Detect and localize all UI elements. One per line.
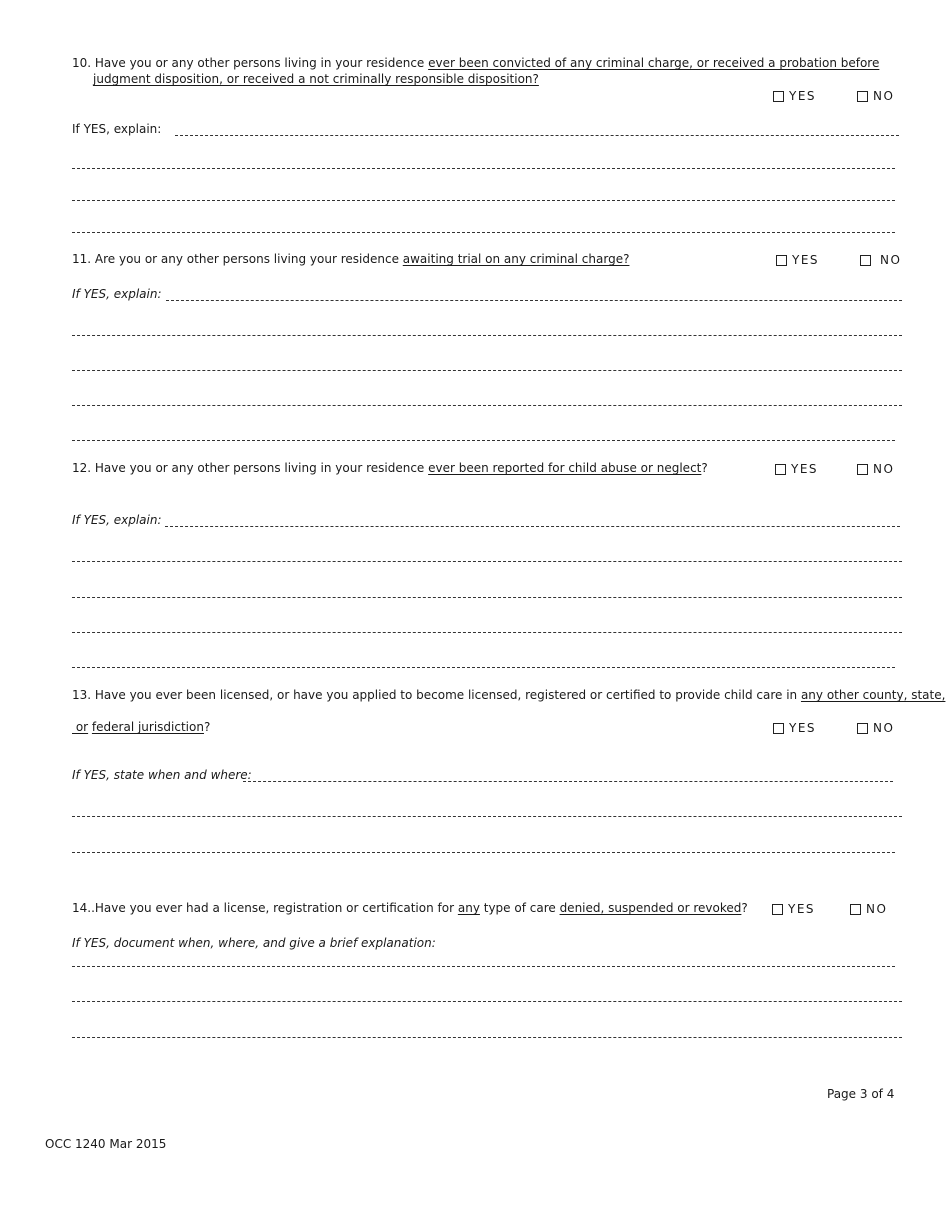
q13-explain-label: If YES, state when and where: bbox=[72, 768, 252, 782]
q10-yes-checkbox[interactable]: YES bbox=[773, 89, 816, 103]
q13-text-line2: or federal jurisdiction? bbox=[72, 720, 211, 734]
q13-text-line1: 13. Have you ever been licensed, or have you applied to become licensed, registered or certified to provide child care in any other county, state, bbox=[72, 688, 946, 702]
q10-no-checkbox[interactable]: NO bbox=[857, 89, 894, 103]
page-number: Page 3 of 4 bbox=[827, 1087, 895, 1101]
q14-no-checkbox[interactable]: NO bbox=[850, 902, 887, 916]
q13-answer-line-3[interactable] bbox=[72, 852, 895, 853]
checkbox-icon[interactable] bbox=[857, 91, 868, 102]
q13-answer-line-1[interactable] bbox=[243, 781, 893, 782]
checkbox-icon[interactable] bbox=[773, 723, 784, 734]
q13-yes-checkbox[interactable]: YES bbox=[773, 721, 816, 735]
checkbox-icon[interactable] bbox=[860, 255, 871, 266]
q10-answer-line-2[interactable] bbox=[72, 168, 895, 169]
q12-answer-line-3[interactable] bbox=[72, 597, 902, 598]
q12-answer-line-2[interactable] bbox=[72, 561, 902, 562]
q11-answer-line-1[interactable] bbox=[166, 300, 902, 301]
q11-no-checkbox[interactable]: NO bbox=[860, 253, 901, 267]
q11-explain-label: If YES, explain: bbox=[72, 287, 162, 301]
checkbox-icon[interactable] bbox=[773, 91, 784, 102]
checkbox-icon[interactable] bbox=[772, 904, 783, 915]
q11-answer-line-4[interactable] bbox=[72, 405, 902, 406]
checkbox-icon[interactable] bbox=[850, 904, 861, 915]
checkbox-icon[interactable] bbox=[776, 255, 787, 266]
q14-answer-line-1[interactable] bbox=[72, 966, 895, 967]
q13-no-checkbox[interactable]: NO bbox=[857, 721, 894, 735]
q11-answer-line-2[interactable] bbox=[72, 335, 902, 336]
q12-no-checkbox[interactable]: NO bbox=[857, 462, 894, 476]
q14-answer-line-3[interactable] bbox=[72, 1037, 902, 1038]
q12-text: 12. Have you or any other persons living in your residence ever been reported for child abuse or neglect? bbox=[72, 461, 708, 475]
q12-answer-line-5[interactable] bbox=[72, 667, 895, 668]
q11-answer-line-5[interactable] bbox=[72, 440, 895, 441]
q14-answer-line-2[interactable] bbox=[72, 1001, 902, 1002]
q10-explain-label: If YES, explain: bbox=[72, 122, 162, 136]
q10-text-line2: judgment disposition, or received a not criminally responsible disposition? bbox=[93, 72, 539, 86]
q14-yes-checkbox[interactable]: YES bbox=[772, 902, 815, 916]
q10-text-line1: 10. Have you or any other persons living in your residence ever been convicted of any criminal charge, or received a probation before bbox=[72, 56, 880, 70]
q10-answer-line-1[interactable] bbox=[175, 135, 899, 136]
q14-text: 14..Have you ever had a license, registration or certification for any type of care denied, suspended or revoked? bbox=[72, 901, 748, 915]
form-id: OCC 1240 Mar 2015 bbox=[45, 1137, 167, 1151]
checkbox-icon[interactable] bbox=[775, 464, 786, 475]
q11-answer-line-3[interactable] bbox=[72, 370, 902, 371]
q10-answer-line-4[interactable] bbox=[72, 232, 895, 233]
q11-yes-checkbox[interactable]: YES bbox=[776, 253, 819, 267]
q12-yes-checkbox[interactable]: YES bbox=[775, 462, 818, 476]
checkbox-icon[interactable] bbox=[857, 723, 868, 734]
q11-text: 11. Are you or any other persons living your residence awaiting trial on any criminal charge? bbox=[72, 252, 630, 266]
q12-answer-line-1[interactable] bbox=[165, 526, 900, 527]
q12-explain-label: If YES, explain: bbox=[72, 513, 162, 527]
checkbox-icon[interactable] bbox=[857, 464, 868, 475]
q12-answer-line-4[interactable] bbox=[72, 632, 902, 633]
q13-answer-line-2[interactable] bbox=[72, 816, 902, 817]
q14-explain-label: If YES, document when, where, and give a brief explanation: bbox=[72, 936, 436, 950]
q10-answer-line-3[interactable] bbox=[72, 200, 895, 201]
